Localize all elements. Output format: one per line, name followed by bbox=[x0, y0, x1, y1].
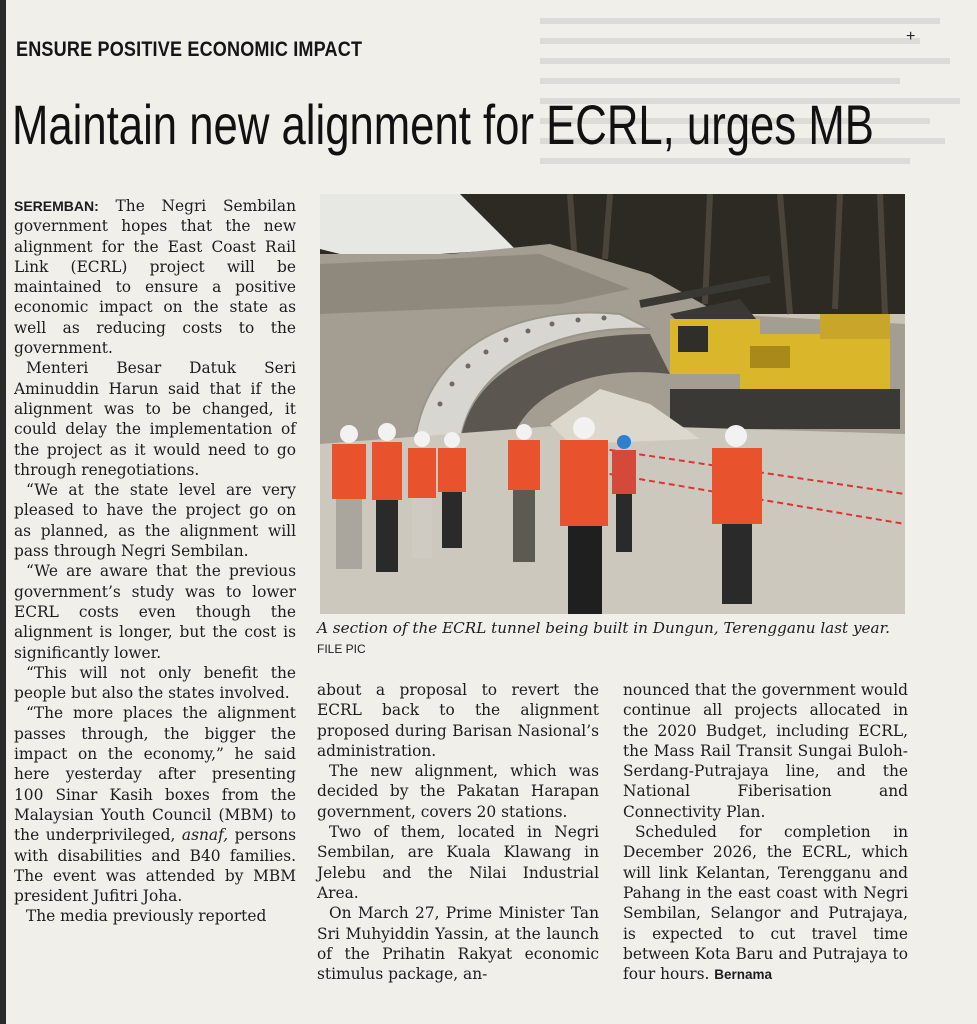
caption-text: A section of the ECRL tunnel being built in Dungun, Terengganu last year. bbox=[317, 619, 890, 637]
paragraph-6-a: “The more places the alignment passes through, the bigger the impact on the economy,” he said here yesterday after presenting 100 Sinar Kasih boxes from the Malaysian Youth Council (MBM) to the underprivileged, bbox=[14, 704, 296, 845]
paragraph-10-continued: nounced that the government would continue all projects allocated in the 2020 Budget, including ECRL, the Mass Rail Transit Sungai Buloh-Serdang-Putrajaya line, and the National Fiberisation and Connectivity Plan. bbox=[623, 681, 908, 821]
paragraph-2: Menteri Besar Datuk Seri Aminuddin Harun said that if the alignment was to be changed, it could delay the implementation of the project as it would need to go through renegotiations. bbox=[14, 359, 296, 479]
paragraph-6 bbox=[14, 703, 296, 906]
tunnel-construction-image bbox=[320, 194, 905, 614]
column-2 bbox=[317, 680, 599, 984]
paragraph-11 bbox=[623, 822, 908, 985]
paragraph-1 bbox=[14, 196, 296, 358]
headline: Maintain new alignment for ECRL, urges MB bbox=[12, 93, 874, 156]
paragraph-1-text: The Negri Sembilan government hopes that the new alignment for the East Coast Rail Link (ECRL) project will be maintained to ensure a positive economic impact on the state as well as reducing costs to the government. bbox=[14, 197, 296, 358]
paragraph-8: The new alignment, which was decided by the Pakatan Harapan government, covers 20 stations. bbox=[317, 762, 599, 821]
column-3 bbox=[623, 680, 908, 985]
photo-credit: FILE PIC bbox=[317, 642, 366, 656]
paragraph-3: “We at the state level are very pleased to have the project go on as planned, as the alignment will pass through Negri Sembilan. bbox=[14, 481, 296, 561]
kicker: ENSURE POSITIVE ECONOMIC IMPACT bbox=[16, 38, 363, 61]
paragraph-11-text: Scheduled for completion in December 2026, the ECRL, which will link Kelantan, Terengganu and Pahang in the east coast with Negri Sembilan, Selangor and Putrajaya, is expected to cut travel time between Kota Baru and Putrajaya to four hours. bbox=[623, 823, 908, 984]
page-edge bbox=[0, 0, 6, 1024]
asnaf-term: asnaf, bbox=[181, 826, 229, 845]
paragraph-7: The media previously reported bbox=[26, 907, 267, 926]
paragraph-10: On March 27, Prime Minister Tan Sri Muhyiddin Yassin, at the launch of the Prihatin Rakyat economic stimulus package, an- bbox=[317, 904, 599, 984]
paragraph-7-continued: about a proposal to revert the ECRL back to the alignment proposed during Barisan Nasional’s administration. bbox=[317, 681, 599, 760]
column-1 bbox=[14, 196, 296, 927]
photo-caption bbox=[317, 618, 909, 659]
plus-mark: + bbox=[906, 28, 916, 45]
byline: Bernama bbox=[714, 967, 773, 983]
paragraph-6-b: persons with disabilities and B40 families. The event was attended by MBM president Jufitri Joha. bbox=[14, 826, 296, 906]
paragraph-4: “We are aware that the previous government’s study was to lower ECRL costs even though the alignment is longer, but the cost is significantly lower. bbox=[14, 562, 296, 662]
dateline: SEREMBAN: bbox=[14, 198, 99, 214]
paragraph-5: “This will not only benefit the people but also the states involved. bbox=[14, 663, 296, 703]
paragraph-9: Two of them, located in Negri Sembilan, are Kuala Klawang in Jelebu and the Nilai Industrial Area. bbox=[317, 823, 599, 902]
news-photo bbox=[320, 194, 905, 614]
